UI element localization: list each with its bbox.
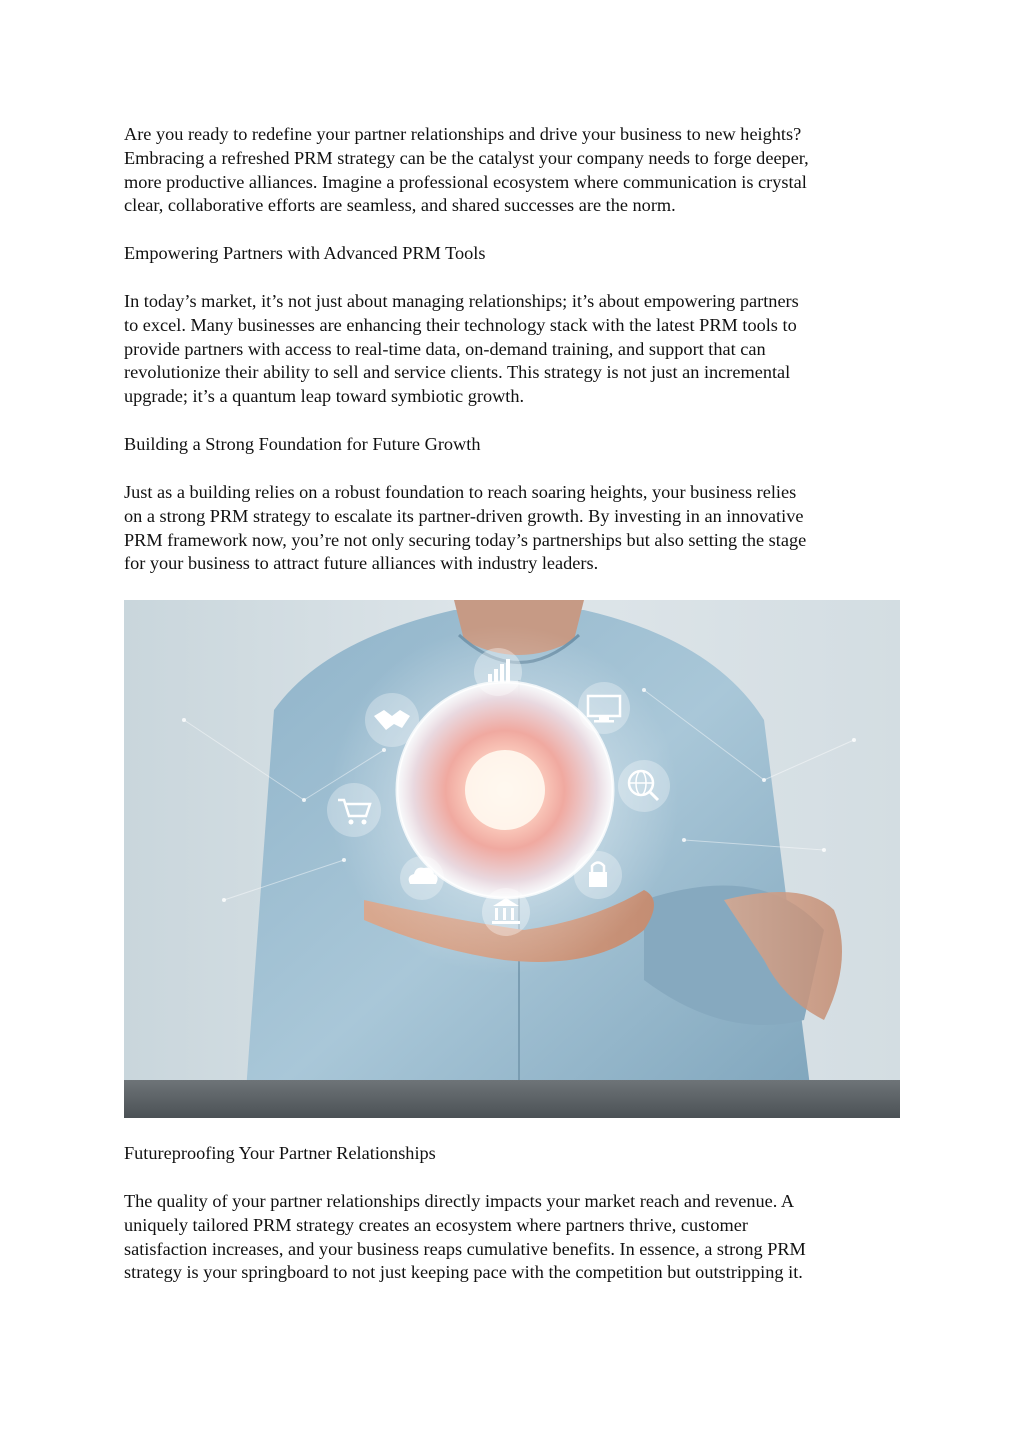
futureproofing-paragraph: The quality of your partner relationships directly impacts your market reach and revenue. A uniquely tailored PRM strategy creates an ecosystem where partners thrive, customer satisfaction increases, and your business reaps cumulative benefits. In essence, a strong PRM strategy is your springboard to not just keeping pace with the competition but outstripping it. bbox=[124, 1191, 806, 1283]
monitor-icon bbox=[578, 682, 630, 734]
bar-chart-icon bbox=[474, 648, 522, 696]
padlock-icon bbox=[574, 851, 622, 899]
heading-futureproofing: Futureproofing Your Partner Relationships bbox=[124, 1143, 436, 1163]
shopping-cart-icon bbox=[327, 783, 381, 837]
prm-illustration-photo bbox=[124, 600, 900, 1118]
handshake-icon bbox=[365, 693, 419, 747]
heading-empowering-partners: Empowering Partners with Advanced PRM Tools bbox=[124, 243, 486, 263]
cloud-icon bbox=[400, 856, 444, 900]
empowering-paragraph: In today’s market, it’s not just about managing relationships; it’s about empowering partners to excel. Many businesses are enhancing their technology stack with the latest PRM tools to provide partners with access to real-time data, on-demand training, and support that can revolutionize their ability to sell and service clients. This strategy is not just an incremental upgrade; it’s a quantum leap toward symbiotic growth. bbox=[124, 291, 799, 407]
bank-icon bbox=[482, 888, 530, 936]
foundation-paragraph: Just as a building relies on a robust foundation to reach soaring heights, your business relies on a strong PRM strategy to escalate its partner-driven growth. By investing in an innovative PRM framework now, you’re not only securing today’s partnerships but also setting the stage for your business to attract future alliances with industry leaders. bbox=[124, 482, 807, 574]
intro-paragraph: Are you ready to redefine your partner relationships and drive your business to new heights? Embracing a refreshed PRM strategy can be the catalyst your company needs to forge deeper, more productive alliances. Imagine a professional ecosystem where communication is crystal clear, collaborative efforts are seamless, and shared successes are the norm. bbox=[124, 124, 809, 216]
heading-strong-foundation: Building a Strong Foundation for Future Growth bbox=[124, 434, 481, 454]
globe-search-icon bbox=[618, 760, 670, 812]
